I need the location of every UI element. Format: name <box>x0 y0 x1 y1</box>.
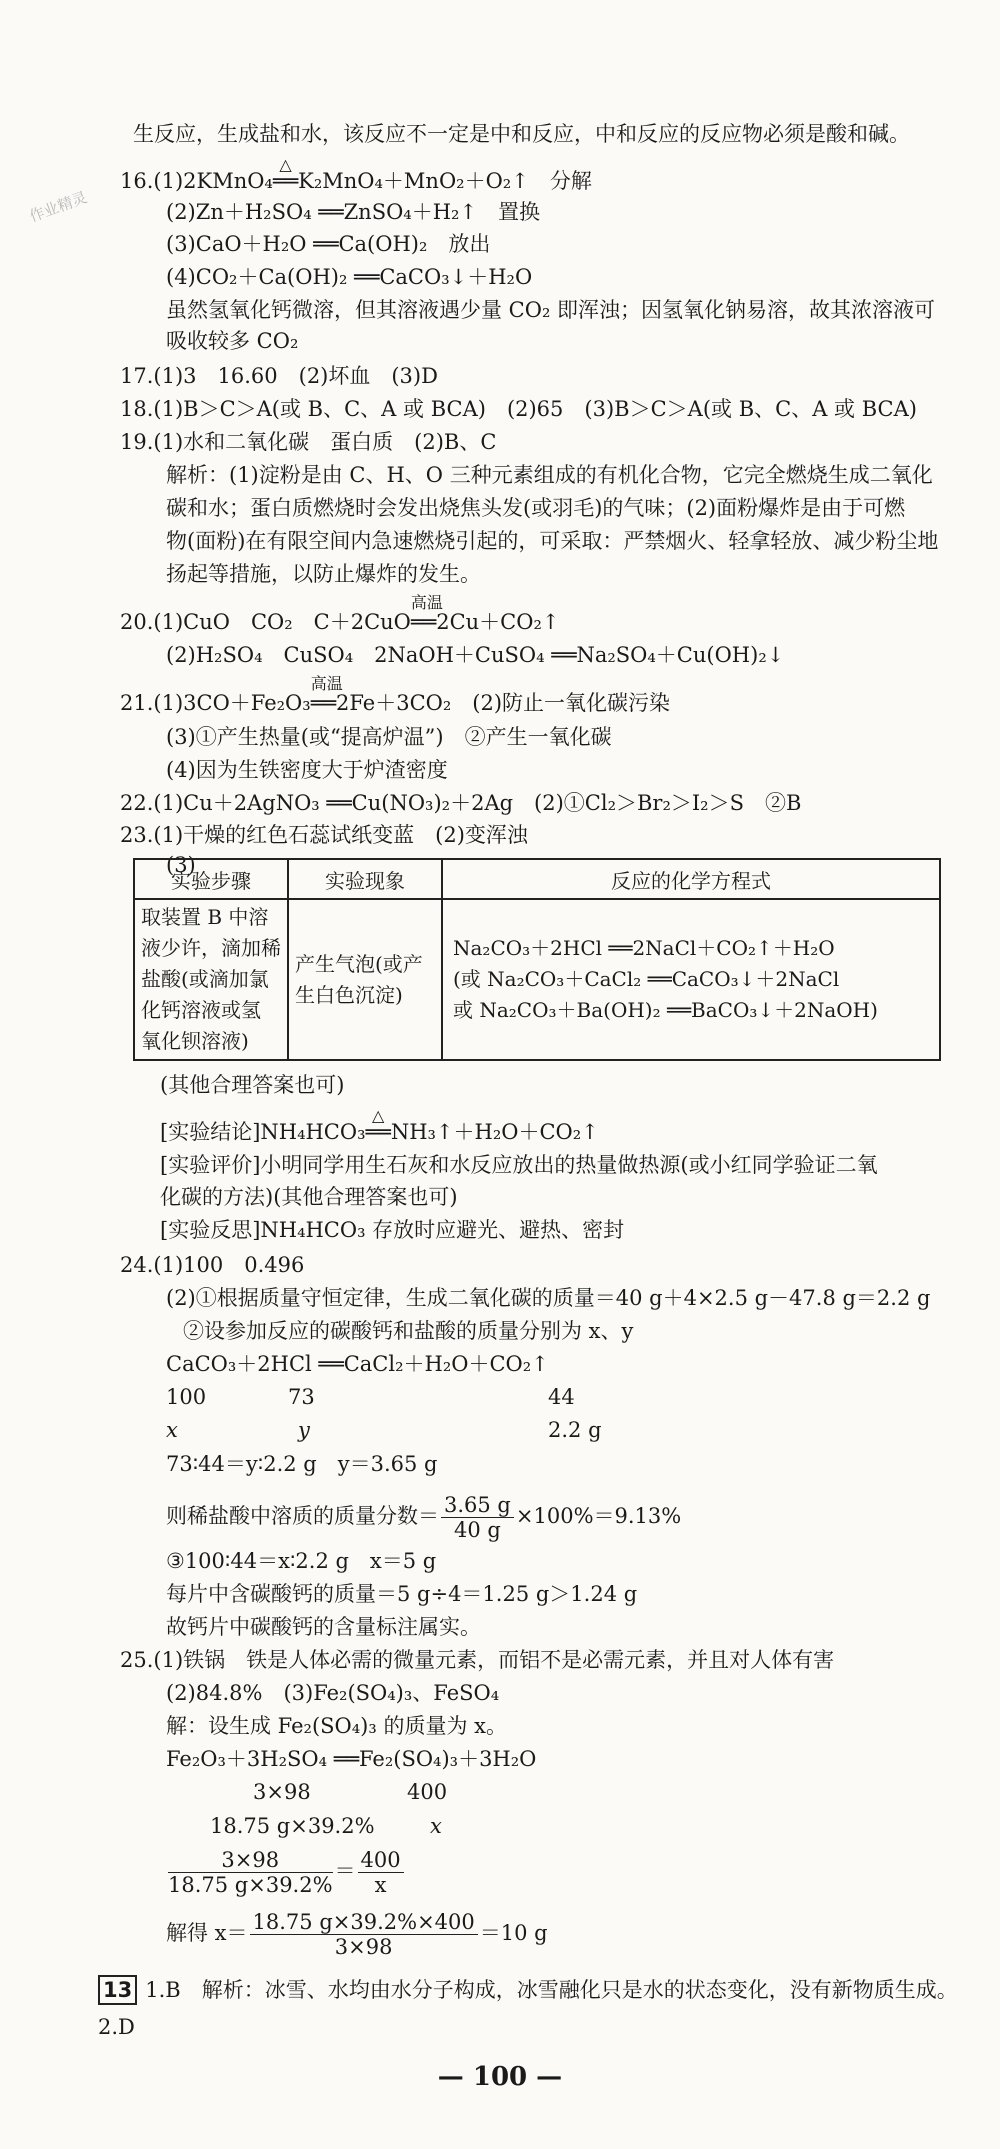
q23-conclusion <box>160 1106 599 1147</box>
q24-8-pre: 则稀盐酸中溶质的质量分数＝ <box>166 1504 439 1528</box>
q25-6b: x <box>430 1814 442 1838</box>
q18: 18.(1)B＞C＞A(或 B、C、A 或 BCA) (2)65 (3)B＞C＞A(或 B、C、A 或 BCA) <box>120 397 917 421</box>
q23-after: (其他合理答案也可) <box>160 1073 345 1097</box>
q19-5: 扬起等措施，以防止爆炸的发生。 <box>166 562 481 586</box>
high-temp-condition <box>410 593 443 637</box>
q25-2: (2)84.8% (3)Fe₂(SO₄)₃、FeSO₄ <box>166 1681 500 1705</box>
eq-bar: ══ <box>310 691 336 715</box>
q16-1 <box>120 155 592 196</box>
q21-1-post: 2Fe＋3CO₂ (2)防止一氧化碳污染 <box>336 691 671 715</box>
q19-1: 19.(1)水和二氧化碳 蛋白质 (2)B、C <box>120 430 497 454</box>
q20-2: (2)H₂SO₄ CuSO₄ 2NaOH＋CuSO₄ ══Na₂SO₄＋Cu(OH)₂↓ <box>166 643 785 667</box>
eq-bar: ══ <box>272 169 299 193</box>
q25-5a: 3×98 <box>253 1780 311 1804</box>
q25-8-post: ＝10 g <box>479 1921 548 1945</box>
eq-bar: ══ <box>365 1120 391 1144</box>
denominator: 3×98 <box>334 1935 393 1959</box>
s13-1-text: 1.B 解析：冰雪、水均由水分子构成，冰雪融化只是水的状态变化，没有新物质生成。 <box>145 1978 958 2002</box>
q25-8 <box>166 1908 548 1959</box>
page-number: — 100 — <box>437 2062 563 2092</box>
q24-5b: 73 <box>288 1385 315 1409</box>
denominator: 18.75 g×39.2% <box>168 1873 333 1897</box>
fraction <box>168 1848 333 1897</box>
cell-line: 盐酸(或滴加氯 <box>141 967 269 991</box>
q20-1-pre: 20.(1)CuO CO₂ C＋2CuO <box>120 610 411 634</box>
q25-8-pre: 解得 x＝ <box>166 1921 248 1945</box>
watermark: 作业精灵 <box>26 188 90 226</box>
gaowen-label: 高温 <box>310 674 343 693</box>
q21-2: (3)①产生热量(或“提高炉温”) ②产生一氧化碳 <box>166 725 612 749</box>
q23-1: 23.(1)干燥的红色石蕊试纸变蓝 (2)变浑浊 <box>120 823 528 847</box>
cell-line: 生白色沉淀) <box>295 982 403 1007</box>
q24-1: 24.(1)100 0.496 <box>120 1253 305 1277</box>
q19-3: 碳和水；蛋白质燃烧时会发出烧焦头发(或羽毛)的气味；(2)面粉爆炸是由于可燃 <box>166 496 906 520</box>
q24-11: 故钙片中碳酸钙的含量标注属实。 <box>166 1615 481 1639</box>
denominator: 40 g <box>454 1518 501 1542</box>
cell-line: 取装置 B 中溶 <box>141 905 269 929</box>
experiment-table <box>133 858 941 1061</box>
eq-bar: ══ <box>410 610 437 634</box>
q23-eval-2: 化碳的方法)(其他合理答案也可) <box>160 1185 458 1209</box>
q24-4: CaCO₃＋2HCl ══CaCl₂＋H₂O＋CO₂↑ <box>166 1352 549 1376</box>
q25-4: Fe₂O₃＋3H₂SO₄ ══Fe₂(SO₄)₃＋3H₂O <box>166 1747 537 1771</box>
q17: 17.(1)3 16.60 (2)坏血 (3)D <box>120 364 438 388</box>
table-header-row <box>134 859 940 899</box>
q23-c-pre: [实验结论]NH₄HCO₃ <box>160 1120 366 1144</box>
q25-7 <box>166 1846 406 1897</box>
steps-cell <box>134 899 288 1060</box>
q25-6a: 18.75 g×39.2% <box>210 1814 375 1838</box>
q25-5b: 400 <box>407 1780 448 1804</box>
numerator: 3.65 g <box>441 1493 514 1518</box>
q16-6: 吸收较多 CO₂ <box>166 329 299 353</box>
q22: 22.(1)Cu＋2AgNO₃ ══Cu(NO₃)₂＋2Ag (2)①Cl₂＞Br₂＞I₂＞S ②B <box>120 791 802 815</box>
line-intro: 生反应，生成盐和水，该反应不一定是中和反应，中和反应的反应物必须是酸和碱。 <box>133 122 910 146</box>
q23-eval-1: [实验评价]小明同学用生石灰和水反应放出的热量做热源(或小红同学验证二氧 <box>160 1153 878 1177</box>
fraction <box>250 1910 478 1959</box>
q24-6b: y <box>298 1418 310 1442</box>
q24-9: ③100∶44＝x∶2.2 g x＝5 g <box>166 1549 437 1573</box>
q19-4: 物(面粉)在有限空间内急速燃烧引起的，可采取：严禁烟火、轻拿轻放、减少粉尘地 <box>166 529 939 553</box>
q21-1 <box>120 674 671 718</box>
q24-6a: x <box>166 1418 178 1442</box>
q16-1-products: K₂MnO₄＋MnO₂＋O₂↑ 分解 <box>298 169 592 193</box>
cell-line: 产生气泡(或产 <box>295 951 423 976</box>
cell-line: Na₂CO₃＋2HCl ══2NaCl＋CO₂↑＋H₂O <box>453 936 835 960</box>
gaowen-label: 高温 <box>410 593 443 612</box>
section-number-box: 13 <box>98 1975 137 2005</box>
cell-line: 或 Na₂CO₃＋Ba(OH)₂ ══BaCO₃↓＋2NaOH) <box>453 998 878 1022</box>
fraction <box>441 1493 514 1542</box>
q24-7: 73∶44＝y∶2.2 g y＝3.65 g <box>166 1452 438 1476</box>
delta-symbol: △ <box>372 1106 385 1125</box>
q16-1-reactant: 16.(1)2KMnO₄ <box>120 169 273 193</box>
q24-8-post: ×100%＝9.13% <box>515 1504 682 1528</box>
q24-5c: 44 <box>548 1385 575 1409</box>
q16-2: (2)Zn＋H₂SO₄ ══ZnSO₄＋H₂↑ 置换 <box>166 200 541 224</box>
phenomena-cell <box>288 899 442 1060</box>
q25-1: 25.(1)铁锅 铁是人体必需的微量元素，而铝不是必需元素，并且对人体有害 <box>120 1648 835 1672</box>
q23-c-post: NH₃↑＋H₂O＋CO₂↑ <box>390 1120 599 1144</box>
cell-line: 化钙溶液或氢 <box>141 998 261 1022</box>
q24-3: ②设参加反应的碳酸钙和盐酸的质量分别为 x、y <box>183 1319 634 1343</box>
equals: ＝ <box>334 1859 356 1883</box>
q24-8 <box>166 1491 681 1542</box>
q16-5: 虽然氢氧化钙微溶，但其溶液遇少量 CO₂ 即浑浊；因氢氧化钠易溶，故其浓溶液可 <box>166 298 936 322</box>
q20-1-post: 2Cu＋CO₂↑ <box>436 610 560 634</box>
table-header: 反应的化学方程式 <box>442 859 940 899</box>
fraction <box>358 1848 404 1897</box>
cell-line: 氧化钡溶液) <box>141 1029 249 1053</box>
table-row <box>134 899 940 1060</box>
cell-line: (或 Na₂CO₃＋CaCl₂ ══CaCO₃↓＋2NaCl <box>453 967 840 991</box>
numerator: 400 <box>358 1848 404 1873</box>
q24-2: (2)①根据质量守恒定律，生成二氧化碳的质量＝40 g＋4×2.5 g－47.8 g＝2.2 g <box>166 1286 931 1310</box>
cell-line: 液少许，滴加稀 <box>141 936 281 960</box>
q16-4: (4)CO₂＋Ca(OH)₂ ══CaCO₃↓＋H₂O <box>166 265 533 289</box>
q24-5a: 100 <box>166 1385 207 1409</box>
q16-3: (3)CaO＋H₂O ══Ca(OH)₂ 放出 <box>166 232 491 256</box>
denominator: x <box>374 1873 387 1897</box>
heat-condition <box>272 155 299 196</box>
delta-symbol: △ <box>279 155 292 174</box>
q24-10: 每片中含碳酸钙的质量＝5 g÷4＝1.25 g＞1.24 g <box>166 1582 638 1606</box>
q21-1-pre: 21.(1)3CO＋Fe₂O₃ <box>120 691 311 715</box>
q25-3: 解：设生成 Fe₂(SO₄)₃ 的质量为 x。 <box>166 1714 507 1738</box>
table-header: 实验现象 <box>288 859 442 899</box>
section-13-line-1 <box>98 1975 958 2005</box>
q23-2: (3) <box>166 853 196 877</box>
q24-6c: 2.2 g <box>548 1418 602 1442</box>
q20-1 <box>120 593 560 637</box>
equations-cell <box>442 899 940 1060</box>
q23-reflection: [实验反思]NH₄HCO₃ 存放时应避光、避热、密封 <box>160 1218 625 1242</box>
high-temp-condition <box>310 674 343 718</box>
q19-2: 解析：(1)淀粉是由 C、H、O 三种元素组成的有机化合物，它完全燃烧生成二氧化 <box>166 463 933 487</box>
heat-condition <box>365 1106 391 1147</box>
q21-3: (4)因为生铁密度大于炉渣密度 <box>166 758 448 782</box>
section-13-line-2: 2.D <box>98 2015 135 2039</box>
numerator: 18.75 g×39.2%×400 <box>250 1910 478 1935</box>
numerator: 3×98 <box>168 1848 333 1873</box>
table-header: 实验步骤 <box>134 859 288 899</box>
